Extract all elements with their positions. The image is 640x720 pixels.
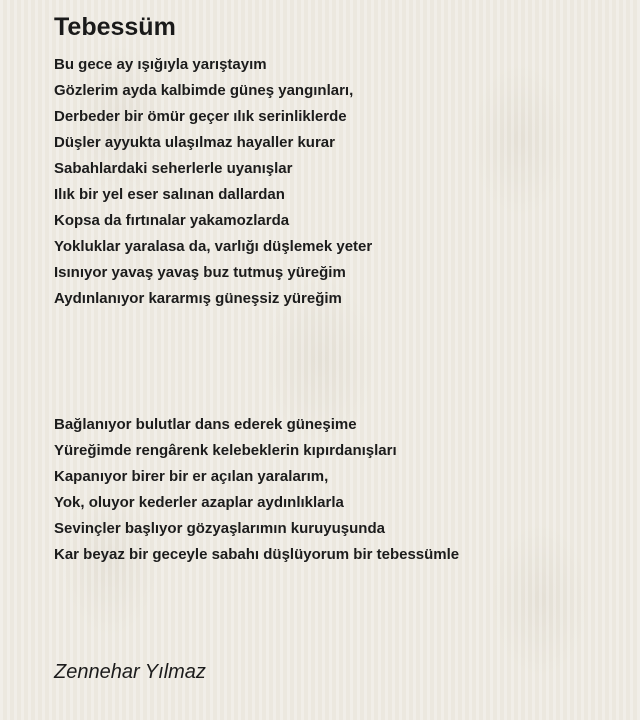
poem-line: Düşler ayyukta ulaşılmaz hayaller kurar xyxy=(54,134,335,151)
poem-line: Yokluklar yaralasa da, varlığı düşlemek yeter xyxy=(54,238,373,255)
poem-stanza-2 xyxy=(54,412,459,568)
poem-line: Yüreğimde rengârenk kelebeklerin kıpırdanışları xyxy=(54,442,397,459)
poem-line: Derbeder bir ömür geçer ılık serinliklerde xyxy=(54,108,347,125)
poem-author: Zennehar Yılmaz xyxy=(54,661,206,683)
poem-line: Aydınlanıyor kararmış güneşsiz yüreğim xyxy=(54,290,342,307)
poem-line: Isınıyor yavaş yavaş buz tutmuş yüreğim xyxy=(54,264,346,281)
poem-line: Bağlanıyor bulutlar dans ederek güneşime xyxy=(54,416,357,433)
poem-title: Tebessüm xyxy=(54,13,176,41)
poem-line: Gözlerim ayda kalbimde güneş yangınları, xyxy=(54,82,354,99)
poem-line: Kar beyaz bir geceyle sabahı düşlüyorum bir tebessümle xyxy=(54,546,460,563)
poem-line: Ilık bir yel eser salınan dallardan xyxy=(54,186,285,203)
poem-line: Bu gece ay ışığıyla yarıştayım xyxy=(54,56,267,73)
poem-line: Kapanıyor birer bir er açılan yaralarım, xyxy=(54,468,329,485)
poem-line: Sabahlardaki seherlerle uyanışlar xyxy=(54,160,293,177)
poem-line: Yok, oluyor kederler azaplar aydınlıklarla xyxy=(54,494,344,511)
poem-line: Sevinçler başlıyor gözyaşlarımın kuruyuşunda xyxy=(54,520,385,537)
poem-line: Kopsa da fırtınalar yakamozlarda xyxy=(54,212,290,229)
poem-stanza-1 xyxy=(54,52,372,312)
